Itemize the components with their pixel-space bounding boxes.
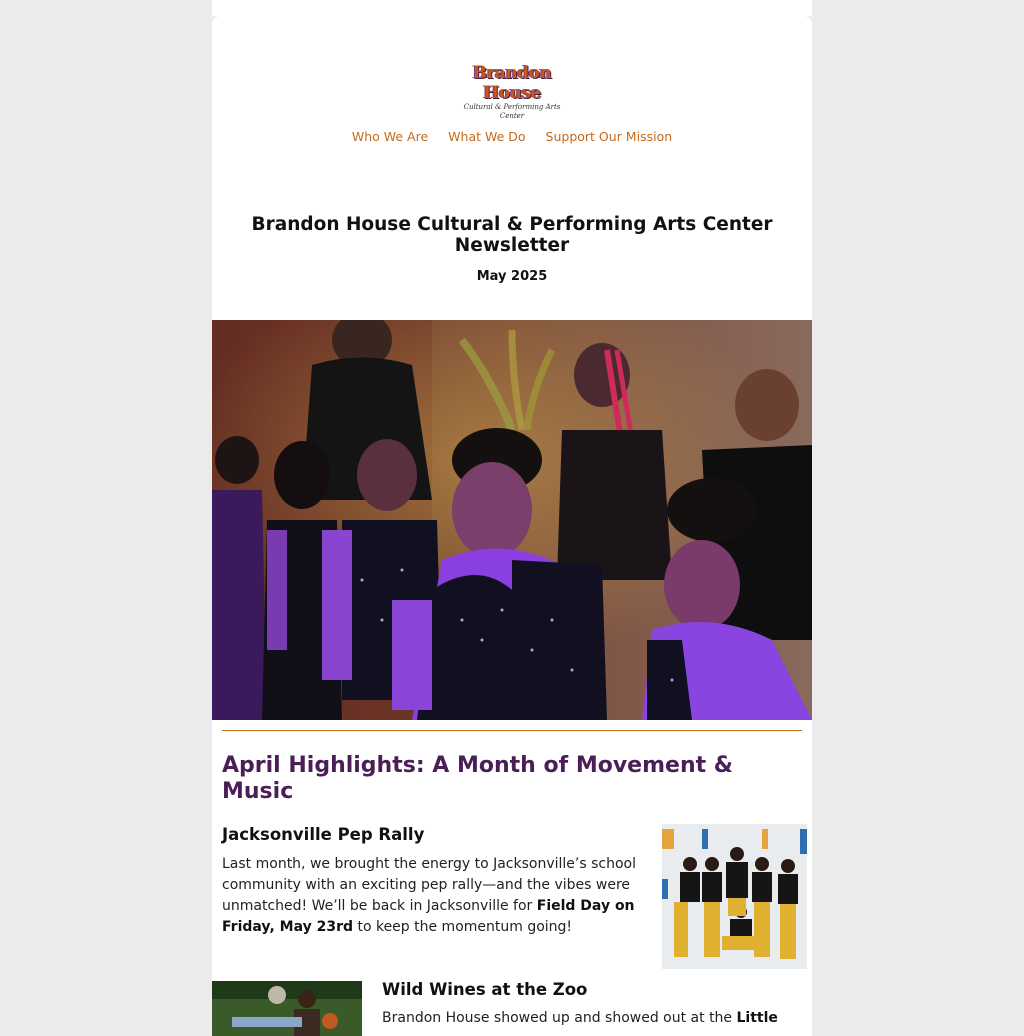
article-body-wild-wines — [382, 1008, 802, 1029]
pep-rally-image — [662, 824, 807, 969]
top-nav — [212, 129, 812, 144]
section-heading: April Highlights: A Month of Movement & Music — [222, 753, 733, 804]
logo-wordmark: Brandon House — [456, 63, 568, 103]
newsletter-date: May 2025 — [476, 269, 548, 284]
article-text: to keep the momentum going! — [353, 919, 573, 935]
article-text-bold: Little — [736, 1010, 778, 1026]
brand-logo[interactable] — [456, 63, 568, 120]
article-title-pep-rally: Jacksonville Pep Rally — [222, 825, 425, 844]
newsletter-card — [212, 16, 812, 1036]
article-text: Brandon House showed up and showed out at the — [382, 1010, 737, 1026]
zoo-event-image — [212, 981, 362, 1036]
newsletter-title: Brandon House Cultural & Performing Arts Center Newsletter — [251, 214, 773, 256]
hero-image — [212, 320, 812, 720]
article-body-pep-rally — [222, 854, 652, 938]
nav-link-what-we-do[interactable]: What We Do — [448, 129, 526, 144]
nav-link-who-we-are[interactable]: Who We Are — [351, 129, 429, 144]
article-title-wild-wines: Wild Wines at the Zoo — [382, 980, 588, 999]
nav-link-support-our-mission[interactable]: Support Our Mission — [545, 129, 673, 144]
logo-tagline: Cultural & Performing Arts Center — [463, 103, 561, 120]
group-photo-icon — [662, 824, 807, 969]
article-text-bold: Field Day on Friday, May 23rd — [222, 898, 635, 935]
top-strip — [212, 0, 812, 16]
zoo-photo-icon — [212, 981, 362, 1036]
section-divider — [222, 730, 802, 731]
article-text: Last month, we brought the energy to Jacksonville’s school community with an exciting pep rally—and the vibes were unmatched! We’ll be back in Jacksonville for — [222, 856, 636, 914]
hero-photo-dancers-icon — [212, 320, 812, 720]
